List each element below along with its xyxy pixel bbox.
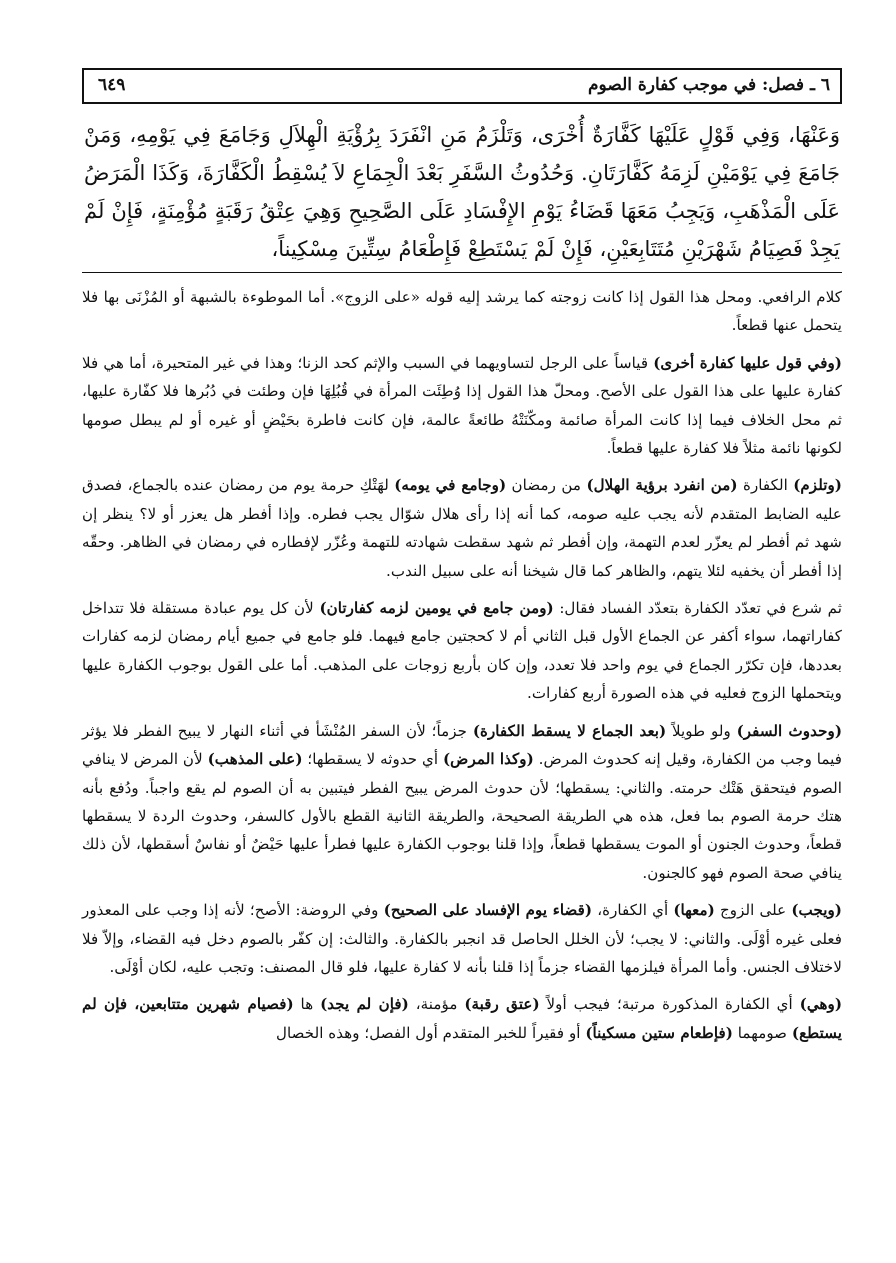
- quoted-matn: (عتق رقبة): [464, 995, 540, 1014]
- quoted-matn: (فإطعام ستين مسكيناً): [585, 1023, 733, 1042]
- running-header: [82, 68, 842, 104]
- quoted-matn: (على المذهب): [207, 750, 303, 769]
- quoted-matn: (قضاء يوم الإفساد على الصحيح): [383, 901, 593, 920]
- quoted-matn: (وتلزم): [793, 476, 842, 495]
- main-text: وَعَنْهَا، وَفِي قَوْلٍ عَلَيْهَا كَفَّارَةٌ أُخْرَى، وَتَلْزَمُ مَنِ انْفَرَدَ بِرُؤْيَةِ الْهِلاَلِ وَجَامَعَ فِي يَوْمِهِ، وَمَنْ جَامَعَ فِي يَوْمَيْنِ لَزِمَهُ كَفَّارَتَانِ. وَحُدُوثُ السَّفَرِ بَعْدَ الْجِمَاعِ لاَ يُسْقِطُ الْكَفَّارَةَ، وَكَذَا الْمَرَضُ عَلَى الْمَذْهَبِ، وَيَجِبُ مَعَهَا قَضَاءُ يَوْمِ الإِفْسَادِ عَلَى الصَّحِيحِ وَهِيَ عِتْقُ رَقَبَةٍ مُؤْمِنَةٍ، فَإِنْ لَمْ يَجِدْ فَصِيَامُ شَهْرَيْنِ مُتَتَابِعَيْنِ، فَإِنْ لَمْ يَسْتَطِعْ فَإِطْعَامُ سِتِّينَ مِسْكِيناً،: [84, 123, 841, 261]
- commentary-paragraph: ثم شرع في تعدّد الكفارة بتعدّد الفساد فقال: (ومن جامع في يومين لزمه كفارتان) لأن كل يوم عبادة مستقلة فلا تتداخل كفاراتهما، سواء أكفر عن الجماع الأول قبل الثاني أم لا كحجتين جامع فيهما. فلو جامع في جميع أيام رمضان لزمه كفارات بعددها، فإن تكرّر الجماع في يوم واحد فلا تعدد، وإن كان بأربع زوجات على المذهب. أما على القول بوجوب الكفارة عليها ويتحملها الزوج فعليه في هذه الصورة أربع كفارات.: [82, 599, 843, 703]
- quoted-matn: (وجامع في يومه): [394, 476, 507, 495]
- quoted-matn: (بعد الجماع لا يسقط الكفارة): [472, 721, 667, 740]
- quoted-matn: (معها): [673, 901, 715, 920]
- quoted-matn: (وكذا المرض): [443, 750, 534, 769]
- quoted-matn: (وهي): [799, 995, 843, 1014]
- quoted-matn: (من انفرد برؤية الهلال): [586, 476, 738, 495]
- quoted-matn: (وفي قول عليها كفارة أخرى): [653, 353, 842, 372]
- separator-line: [82, 272, 842, 273]
- commentary-paragraph: (وحدوث السفر) ولو طويلاً (بعد الجماع لا يسقط الكفارة) جزماً؛ لأن السفر المُنْشَأ في أثناء النهار لا يبيح الفطر فلا يؤثر فيما وجب من الكفارة، وقيل إنه كحدوث المرض. (وكذا المرض) أي حدوثه لا يسقطها؛ (على المذهب) لأن المرض لا ينافي الصوم فيتحقق هَتْك حرمته. والثاني: يسقطها؛ لأن حدوث المرض يبيح الفطر فيتبين به أن الصوم لم يقع واجباً. ودُفع بأنه هتك حرمة الصوم بما فعل، هذه هي الطريقة الصحيحة، والطريقة الثانية القطع بالأول كالسفر، وحدوث الردة لا يسقطها قطعاً، وحدوث الجنون أو الموت يسقطها قطعاً، وإذا قلنا بوجوب الكفارة عليها فطرأ عليها حَيْضٌ أو نفاسٌ أسقطها، لأن ذلك ينافي صحة الصوم فهو كالجنون.: [82, 721, 843, 882]
- page-number: ٦٤٩: [98, 75, 126, 95]
- chapter-title: ٦ ـ فصل: في موجب كفارة الصوم: [588, 75, 830, 95]
- commentary-paragraph: (ويجب) على الزوج (معها) أي الكفارة، (قضاء يوم الإفساد على الصحيح) وفي الروضة: الأصح؛ لأنه إذا وجب على المعذور فعلى غيره أوْلَى. والثاني: لا يجب؛ لأن الخلل الحاصل قد انجبر بالكفارة. والثالث: إن كفّر بالصوم دخل فيه القضاء، وإلاّ فلا لاختلاف الجنس. وأما المرأة فيلزمها القضاء جزماً إذا قلنا بأنه لا كفارة عليها، فلو قال المصنف: وتجب عليه، لكان أوْلَى.: [82, 901, 842, 976]
- commentary-paragraph: (وتلزم) الكفارة (من انفرد برؤية الهلال) من رمضان (وجامع في يومه) لهَتْكِ حرمة يوم من رمضان عنده بالجماع، فصدق عليه الضابط المتقدم لأنه يجب عليه صومه، كما أنه إذا رأى هلال شوّال يجب فطره. وإذا أفطر هل يعزر أو لا؟ ينظر إن شهد ثم أفطر لم يعزّر لعدم التهمة، وإن أفطر ثم شهد سقطت شهادته للتهمة وعُزّر لإفطاره في رمضان في الظاهر. وحقّه إذا أفطر أن يخفيه لئلا يتهم، والظاهر كما قال شيخنا أنه على سبيل الندب.: [82, 476, 842, 580]
- commentary-paragraph: (وفي قول عليها كفارة أخرى) قياساً على الرجل لتساويهما في السبب والإثم كحد الزنا؛ وهذا في غير المتحيرة، أما هي فلا كفارة عليها على هذا القول على الأصح. ومحلّ هذا القول إذا وُطِئَت المرأة في قُبُلِهَا فإن وطئت في دُبُرها فلا كفّارة عليها، ثم محل الخلاف فيما إذا كانت المرأة صائمة ومكّنَتْهُ طائعةً عالمة، فإن كانت فاطرة بحَيْضٍ أو غيره أو لم يبطل صومها لكونها نائمة مثلاً فلا كفارة عليها قطعاً.: [82, 353, 842, 458]
- book-page: [82, 68, 842, 1056]
- quoted-matn: (ومن جامع في يومين لزمه كفارتان): [319, 599, 554, 618]
- quoted-matn: (فإن لم يجد): [320, 995, 409, 1014]
- commentary-paragraph: كلام الرافعي. ومحل هذا القول إذا كانت زوجته كما يرشد إليه قوله «على الزوج». أما الموطوءة بالشبهة أو المُزْنَى بها فلا يتحمل عنها قطعاً.: [82, 288, 842, 335]
- quoted-matn: (ويجب): [791, 901, 842, 920]
- commentary: [82, 283, 842, 1047]
- commentary-paragraph: (وهي) أي الكفارة المذكورة مرتبة؛ فيجب أولاً (عتق رقبة) مؤمنة، (فإن لم يجد) ها (فصيام شهرين متتابعين، فإن لم يستطع) صومهما (فإطعام ستين مسكيناً) أو فقيراً للخبر المتقدم أول الفصل؛ وهذه الخصال: [82, 995, 843, 1042]
- quoted-matn: (فصيام شهرين متتابعين، فإن لم يستطع): [82, 995, 842, 1042]
- quoted-matn: (وحدوث السفر): [736, 721, 843, 740]
